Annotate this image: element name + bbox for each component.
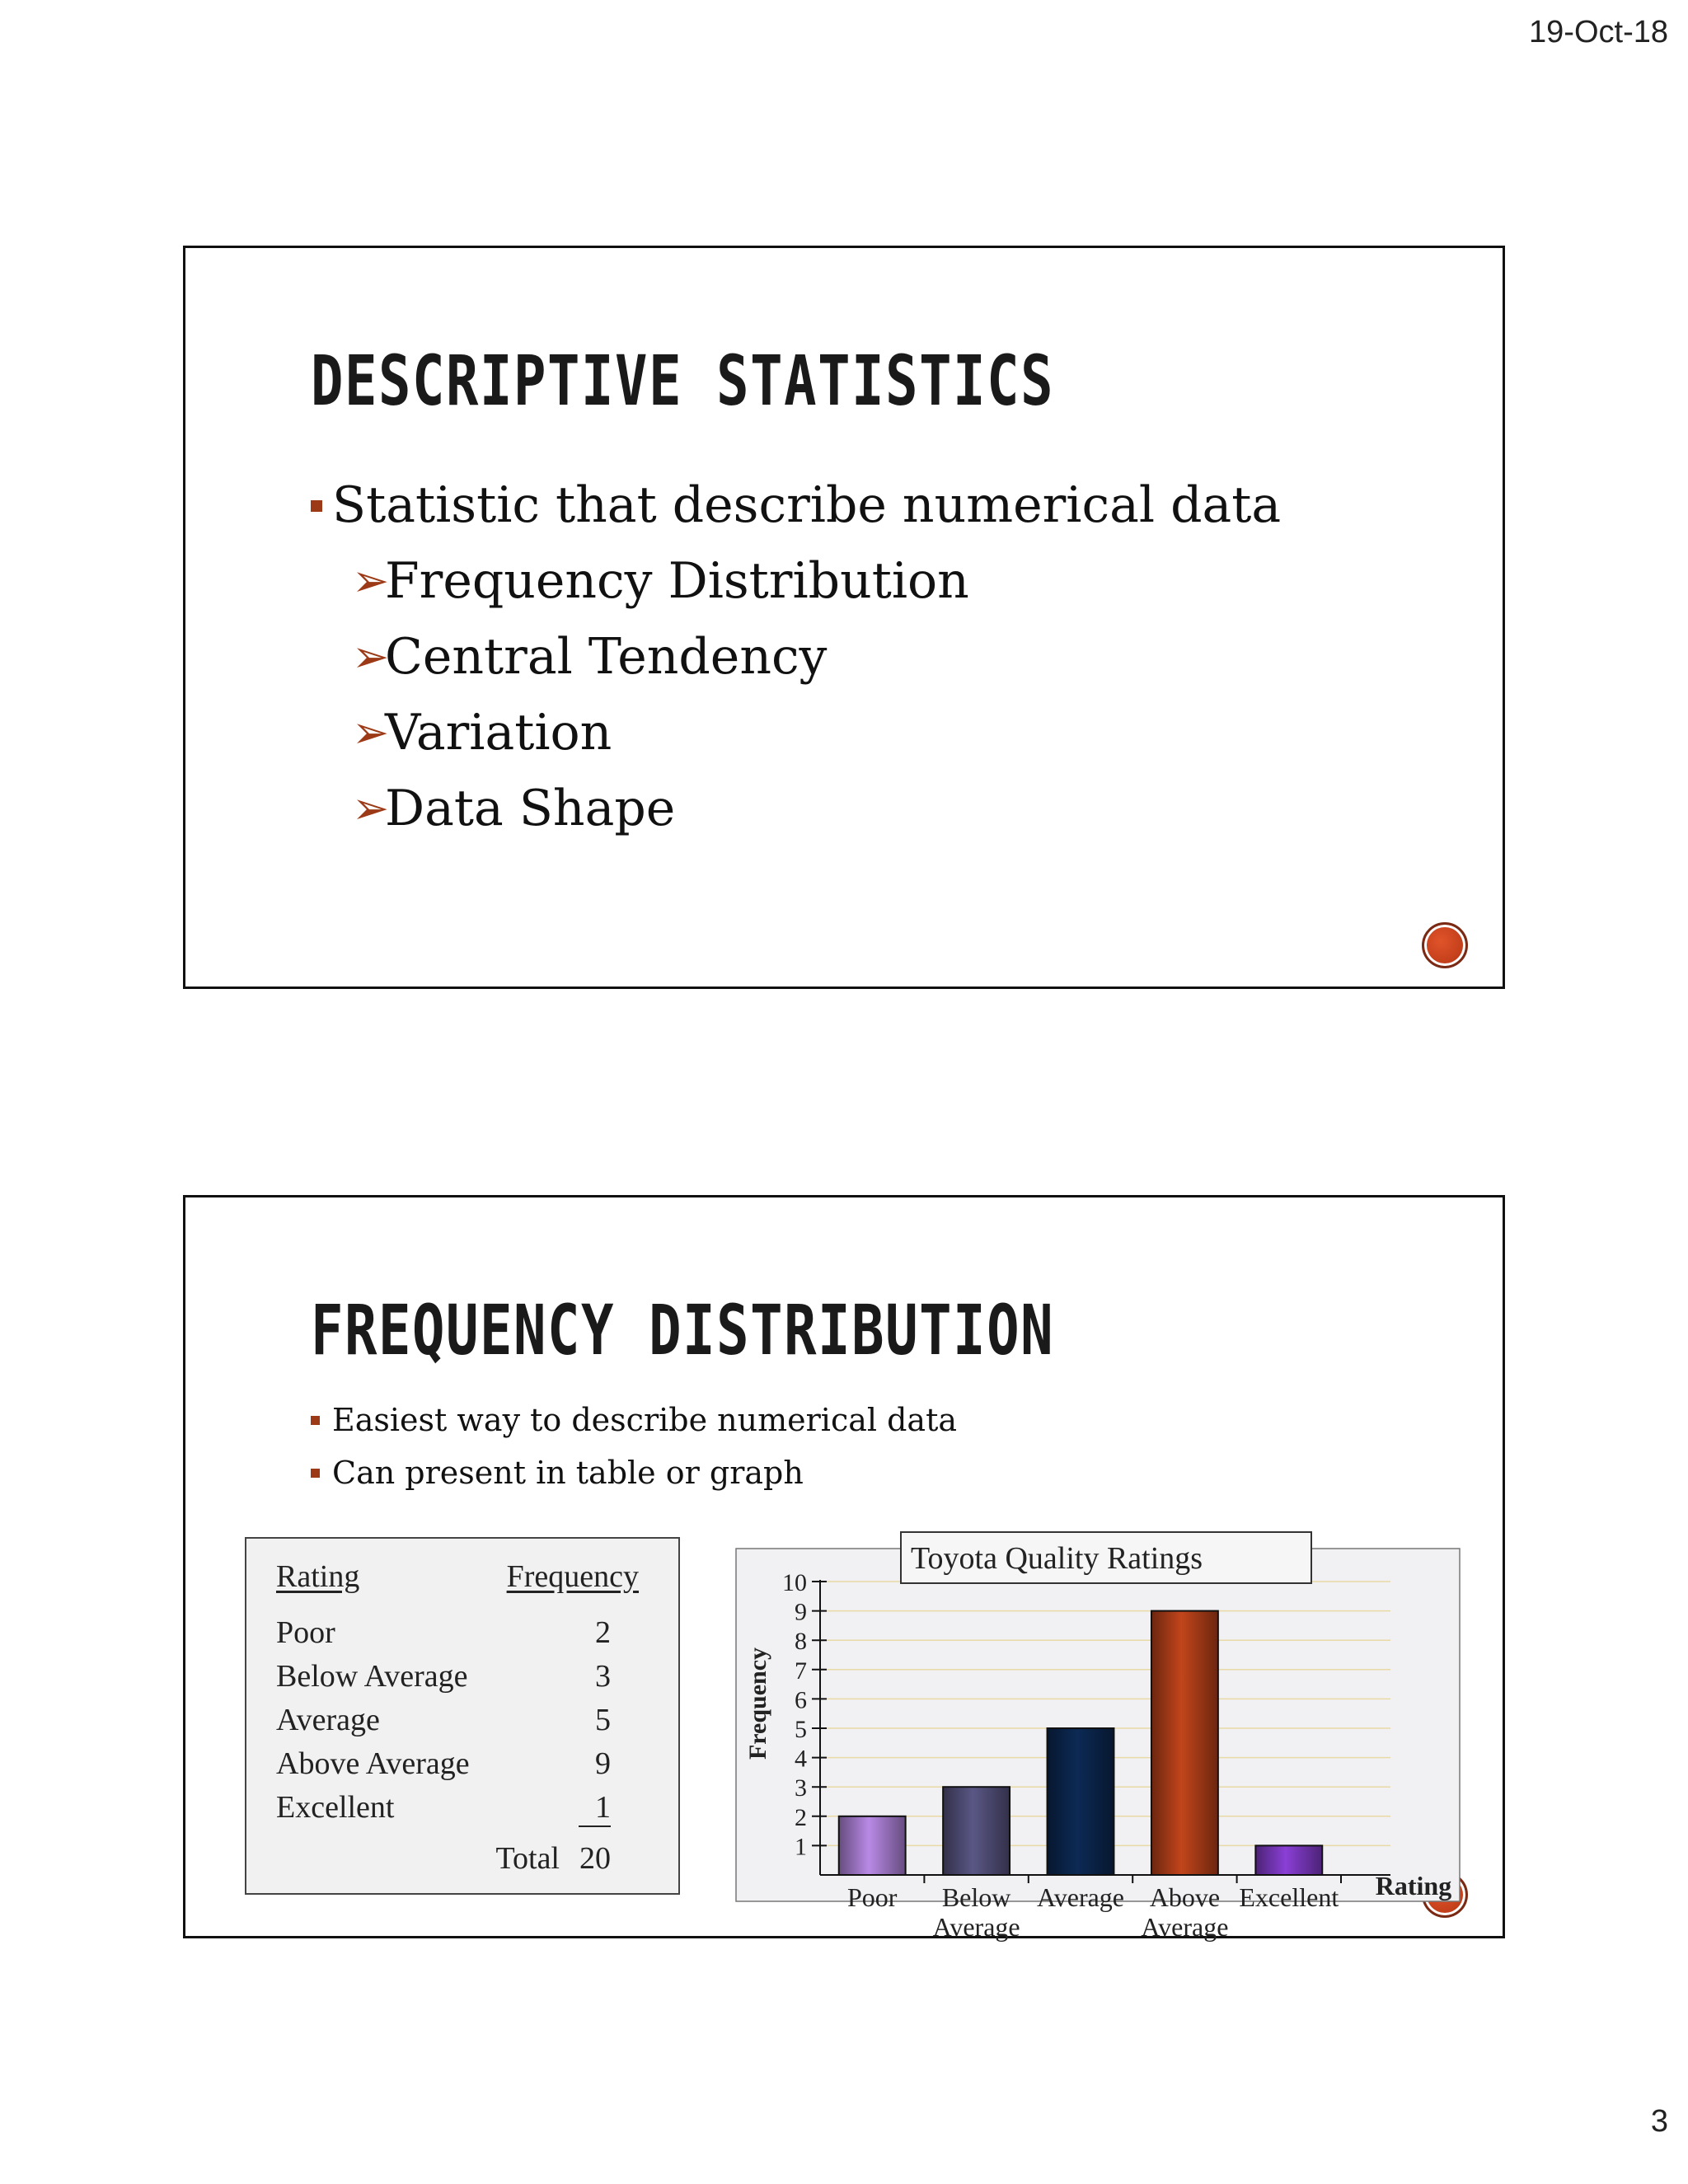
bullet-item xyxy=(311,467,1281,543)
bar-below-average xyxy=(943,1787,1010,1875)
y-tick-label: 10 xyxy=(782,1569,807,1596)
sub-bullet-text: Central Tendency xyxy=(385,628,828,686)
bullet-text: Easiest way to describe numerical data xyxy=(332,1402,958,1438)
sub-bullet-text: Data Shape xyxy=(385,780,676,837)
y-tick-label: 8 xyxy=(795,1628,807,1656)
frequency-cell: 9 xyxy=(595,1746,611,1781)
x-tick-label: Below xyxy=(941,1882,1011,1912)
bullet-text: Can present in table or graph xyxy=(332,1455,804,1491)
square-bullet-icon xyxy=(311,500,322,512)
page-number: 3 xyxy=(1650,2104,1668,2139)
sub-bullet-item xyxy=(311,619,1281,695)
x-tick-label: Average xyxy=(932,1912,1020,1942)
frequency-cell: 2 xyxy=(595,1615,611,1650)
slide-badge-icon xyxy=(1422,922,1468,968)
square-bullet-icon xyxy=(311,1469,320,1478)
frequency-cell: 1 xyxy=(579,1789,611,1827)
y-tick-label: 2 xyxy=(795,1803,807,1831)
y-tick-label: 5 xyxy=(795,1716,807,1743)
slide-title: DESCRIPTIVE STATISTICS xyxy=(311,340,1055,421)
y-tick-label: 4 xyxy=(795,1745,807,1773)
rating-cell: Above Average xyxy=(276,1746,470,1781)
bar-average xyxy=(1048,1728,1114,1875)
sub-bullet-text: Variation xyxy=(385,704,612,762)
square-bullet-icon xyxy=(311,1416,320,1425)
bar-excellent xyxy=(1255,1845,1322,1875)
x-tick-label: Average xyxy=(1141,1912,1229,1942)
bullet-text: Statistic that describe numerical data xyxy=(332,476,1282,534)
bullet-item xyxy=(311,1446,957,1499)
arrow-bullet-icon: ➢ xyxy=(352,555,390,607)
y-tick-label: 7 xyxy=(795,1657,807,1685)
sub-bullet-item xyxy=(311,695,1281,771)
rating-cell: Excellent xyxy=(276,1790,395,1825)
rating-cell: Poor xyxy=(276,1615,335,1650)
frequency-cell: 5 xyxy=(595,1703,611,1737)
bar-above-average xyxy=(1151,1611,1218,1875)
frequency-cell: 3 xyxy=(595,1659,611,1694)
column-header-rating: Rating xyxy=(276,1559,360,1594)
slide-title: FREQUENCY DISTRIBUTION xyxy=(311,1290,1055,1371)
bar-chart-svg xyxy=(729,1507,1468,1942)
total-value: 20 xyxy=(579,1841,611,1876)
x-axis-label: Rating xyxy=(1375,1871,1452,1900)
y-tick-label: 1 xyxy=(795,1833,807,1861)
sub-bullet-text: Frequency Distribution xyxy=(385,552,969,610)
bullet-list xyxy=(311,1394,957,1499)
rating-cell: Average xyxy=(276,1703,380,1737)
x-tick-label: Above xyxy=(1149,1882,1221,1912)
slide-frequency-distribution xyxy=(183,1195,1505,1942)
chart-title: Toyota Quality Ratings xyxy=(911,1541,1203,1576)
y-tick-label: 6 xyxy=(795,1686,807,1714)
x-tick-label: Excellent xyxy=(1239,1882,1339,1912)
sub-bullet-item xyxy=(311,771,1281,846)
arrow-bullet-icon: ➢ xyxy=(352,630,390,682)
y-tick-label: 3 xyxy=(795,1774,807,1802)
bar-chart xyxy=(729,1507,1468,1942)
rating-cell: Below Average xyxy=(276,1659,468,1694)
sub-bullet-item xyxy=(311,543,1281,619)
frequency-table xyxy=(245,1537,680,1895)
slide-descriptive-statistics xyxy=(183,246,1505,989)
page-date: 19-Oct-18 xyxy=(1529,15,1668,49)
arrow-bullet-icon: ➢ xyxy=(352,706,390,758)
bullet-item xyxy=(311,1394,957,1446)
total-label: Total xyxy=(495,1841,560,1876)
bullet-list xyxy=(311,467,1281,846)
x-tick-label: Poor xyxy=(846,1882,898,1912)
y-tick-label: 9 xyxy=(795,1598,807,1626)
x-tick-label: Average xyxy=(1037,1882,1124,1912)
arrow-bullet-icon: ➢ xyxy=(352,782,390,834)
y-axis-label: Frequency xyxy=(744,1647,771,1760)
bar-poor xyxy=(839,1816,906,1875)
column-header-frequency: Frequency xyxy=(506,1559,639,1594)
